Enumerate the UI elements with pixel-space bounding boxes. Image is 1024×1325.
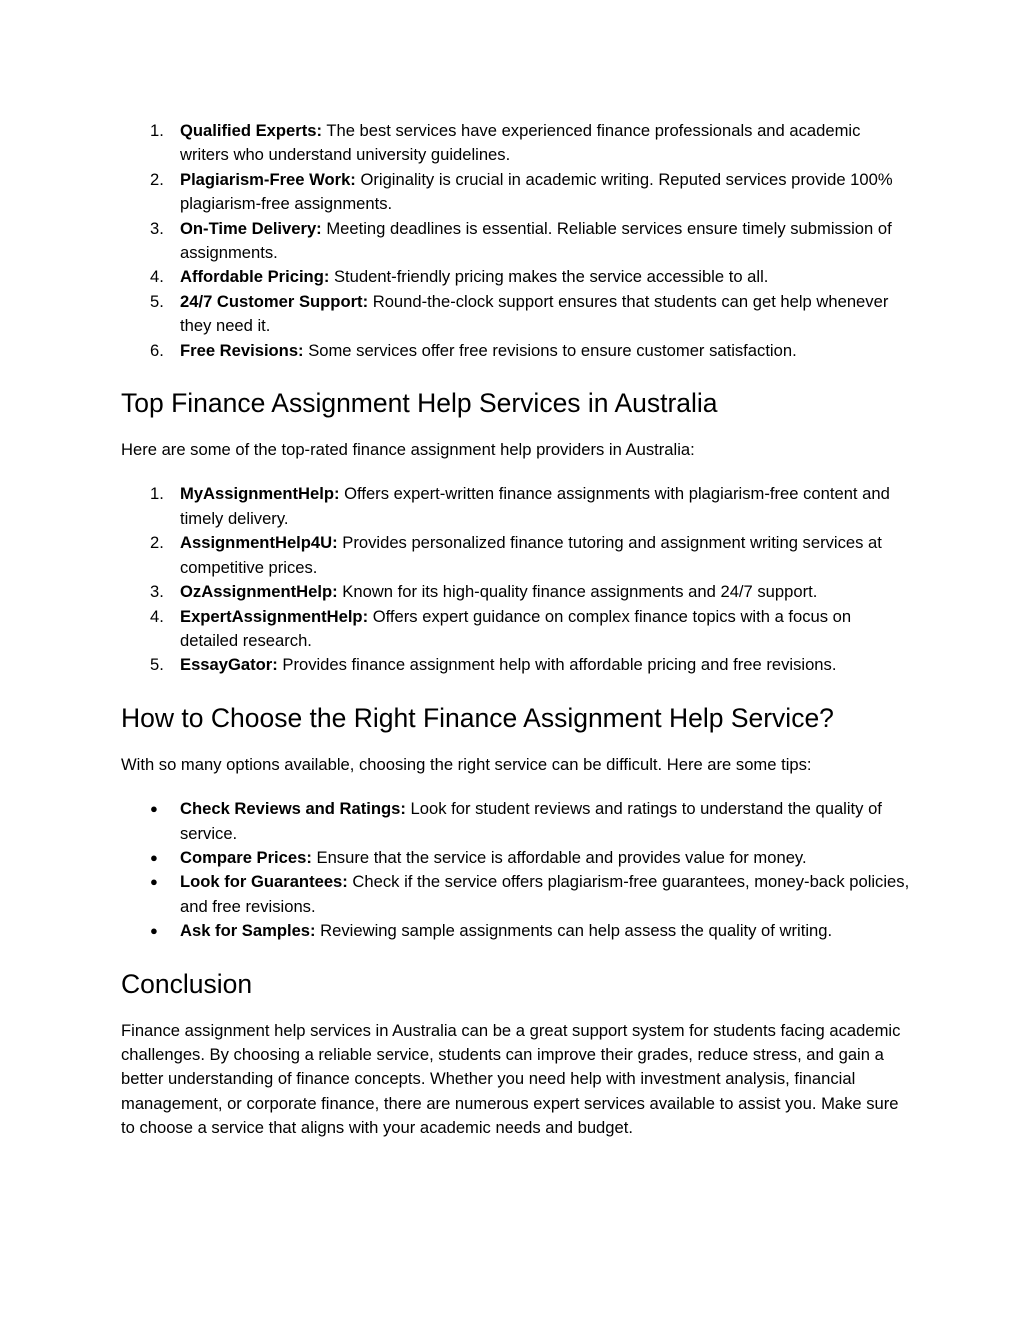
list-item: [121, 846, 911, 870]
list-item: [121, 605, 911, 654]
list-number: 3.: [150, 218, 164, 238]
list-item: [121, 797, 911, 846]
list-item: [121, 290, 911, 339]
list-item-term: Check Reviews and Ratings:: [180, 799, 406, 819]
list-number: 1.: [150, 121, 164, 140]
list-item: [121, 168, 911, 217]
list-item: [121, 339, 911, 363]
bullet-icon: ●: [150, 849, 158, 865]
list-item: [121, 217, 911, 266]
list-item-term: Ask for Samples:: [180, 921, 316, 941]
list-item-text: Known for its high-quality finance assignments and 24/7 support.: [337, 582, 818, 602]
list-item-term: Plagiarism-Free Work:: [180, 169, 356, 189]
list-number: 2.: [150, 533, 164, 553]
list-number: 4.: [150, 267, 164, 287]
list-item-text: Check if the service offers plagiarism-free guarantees, money-back policies, and free revisions.: [180, 872, 910, 916]
top-services-list: [121, 482, 911, 677]
list-item: [121, 531, 911, 580]
list-item-text: Reviewing sample assignments can help assess the quality of writing.: [315, 921, 833, 941]
list-item: [121, 119, 911, 168]
list-item-term: Compare Prices:: [180, 847, 312, 867]
list-item-term: 24/7 Customer Support:: [180, 291, 369, 311]
list-item-text: Provides finance assignment help with affordable pricing and free revisions.: [277, 655, 837, 675]
section-heading-conclusion: Conclusion: [121, 968, 253, 999]
list-number: 2.: [150, 169, 164, 189]
list-item: [121, 580, 911, 604]
section-intro: Here are some of the top-rated finance assignment help providers in Australia:: [121, 440, 695, 460]
list-item: [121, 653, 911, 677]
list-item-term: MyAssignmentHelp:: [180, 484, 340, 504]
list-item-term: ExpertAssignmentHelp:: [180, 606, 369, 626]
list-item: [121, 870, 911, 919]
bullet-icon: ●: [150, 923, 158, 939]
list-item: [121, 482, 911, 531]
list-item-text: Meeting deadlines is essential. Reliable services ensure timely submission of assignments.: [180, 218, 892, 263]
list-item: [121, 265, 911, 289]
document-page: [121, 119, 911, 1141]
list-item-text: Round-the-clock support ensures that students can get help whenever they need it.: [180, 291, 889, 336]
list-number: 1.: [150, 484, 164, 504]
list-item-text: The best services have experienced finance professionals and academic writers who understand university guidelines.: [180, 121, 861, 165]
list-item-text: Look for student reviews and ratings to understand the quality of service.: [180, 799, 882, 843]
bullet-icon: ●: [150, 801, 158, 817]
features-list: [121, 119, 911, 363]
list-item-text: Offers expert-written finance assignments with plagiarism-free content and timely delivery.: [180, 484, 890, 528]
list-item-term: Look for Guarantees:: [180, 872, 348, 892]
list-item-term: Affordable Pricing:: [180, 267, 330, 287]
list-number: 4.: [150, 606, 164, 626]
conclusion-paragraph: Finance assignment help services in Australia can be a great support system for students facing academic challenges. By choosing a reliable service, students can improve their grades, reduce stress, and gain a better understanding of finance concepts. Whether you need help with investment analysis, financial management, or corporate finance, there are numerous expert services available to assist you. Make sure to choose a service that aligns with your academic needs and budget.: [121, 1020, 901, 1138]
section-heading-choose-service: How to Choose the Right Finance Assignment Help Service?: [121, 702, 834, 733]
list-item-text: Provides personalized finance tutoring and assignment writing services at competitive prices.: [180, 533, 882, 577]
list-item-term: EssayGator:: [180, 655, 278, 675]
list-item-term: AssignmentHelp4U:: [180, 533, 338, 553]
list-item-text: Offers expert guidance on complex finance topics with a focus on detailed research.: [180, 606, 852, 650]
list-item-text: Ensure that the service is affordable and provides value for money.: [311, 847, 807, 867]
list-item-term: On-Time Delivery:: [180, 218, 322, 238]
list-item-text: Student-friendly pricing makes the service accessible to all.: [329, 267, 769, 287]
tips-list: [121, 797, 911, 943]
list-item-text: Originality is crucial in academic writing. Reputed services provide 100% plagiarism-free assignments.: [180, 169, 893, 214]
list-item-term: Free Revisions:: [180, 340, 304, 360]
bullet-icon: ●: [150, 874, 158, 890]
list-number: 5.: [150, 291, 164, 311]
list-item-term: Qualified Experts:: [180, 121, 323, 140]
section-heading-top-services: Top Finance Assignment Help Services in Australia: [121, 388, 718, 419]
list-number: 5.: [150, 655, 164, 675]
list-item-term: OzAssignmentHelp:: [180, 582, 338, 602]
list-item: [121, 919, 911, 943]
section-intro: With so many options available, choosing the right service can be difficult. Here are some tips:: [121, 754, 812, 774]
list-number: 3.: [150, 582, 164, 602]
list-item-text: Some services offer free revisions to ensure customer satisfaction.: [303, 340, 797, 360]
list-number: 6.: [150, 340, 164, 360]
